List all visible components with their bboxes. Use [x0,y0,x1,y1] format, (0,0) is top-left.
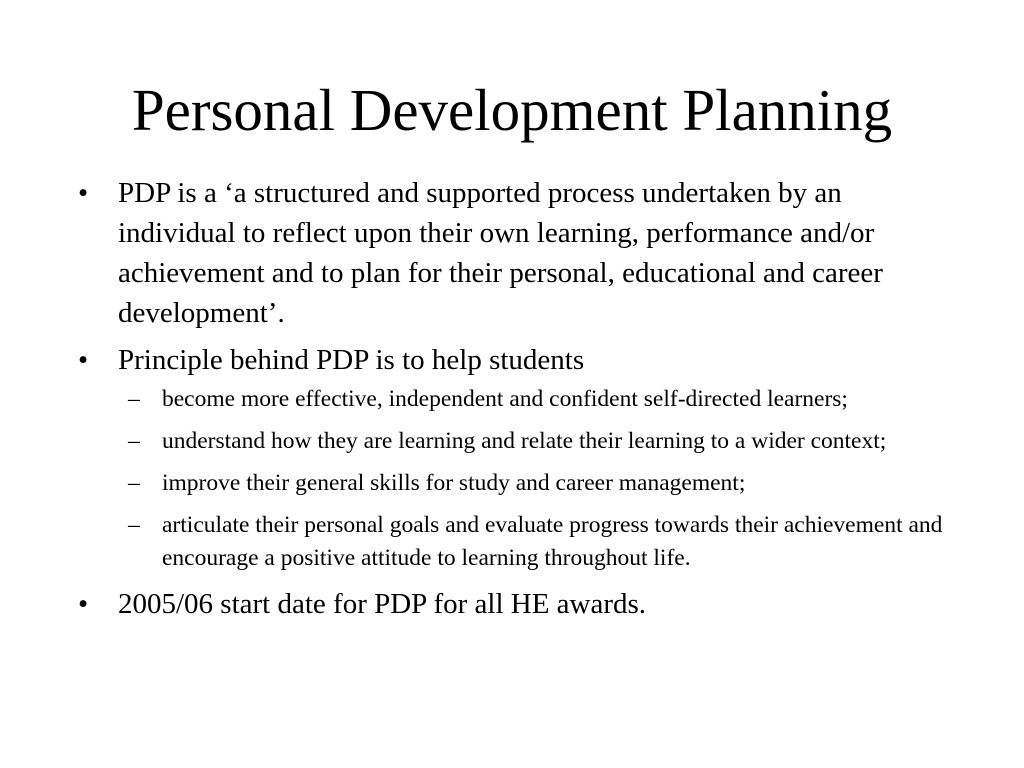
bullet-marker: • [78,588,89,620]
bullet-text: Principle behind PDP is to help students [118,344,585,376]
sub-bullet-text: understand how they are learning and relate their learning to a wider context; [162,428,887,454]
bullet-marker: • [78,177,89,209]
bullet-item-principle [78,340,948,380]
bullet-marker: • [78,344,89,376]
bullet-item-pdp-definition [78,173,948,333]
sub-bullet-list [78,383,948,575]
slide-title: Personal Development Planning [131,77,893,143]
sub-bullet-item [78,425,948,458]
sub-bullet-item [78,467,948,500]
bullet-item-start-date [78,584,948,624]
sub-bullet-item [78,509,948,575]
dash-marker: – [128,512,140,538]
sub-bullet-text: improve their general skills for study and career management; [162,470,746,496]
dash-marker: – [128,428,140,454]
sub-bullet-text: become more effective, independent and confident self-directed learners; [162,386,848,412]
slide-body [78,173,948,624]
bullet-text: 2005/06 start date for PDP for all HE awards. [118,588,647,620]
bullet-text: PDP is a ‘a structured and supported process undertaken by an individual to reflect upon their own learning, performance and/or achievement and to plan for their personal, educational and career development’. [118,177,883,329]
dash-marker: – [128,386,140,412]
dash-marker: – [128,470,140,496]
sub-bullet-item [78,383,948,416]
sub-bullet-text: articulate their personal goals and evaluate progress towards their achievement and encourage a positive attitude to learning throughout life. [162,512,943,571]
